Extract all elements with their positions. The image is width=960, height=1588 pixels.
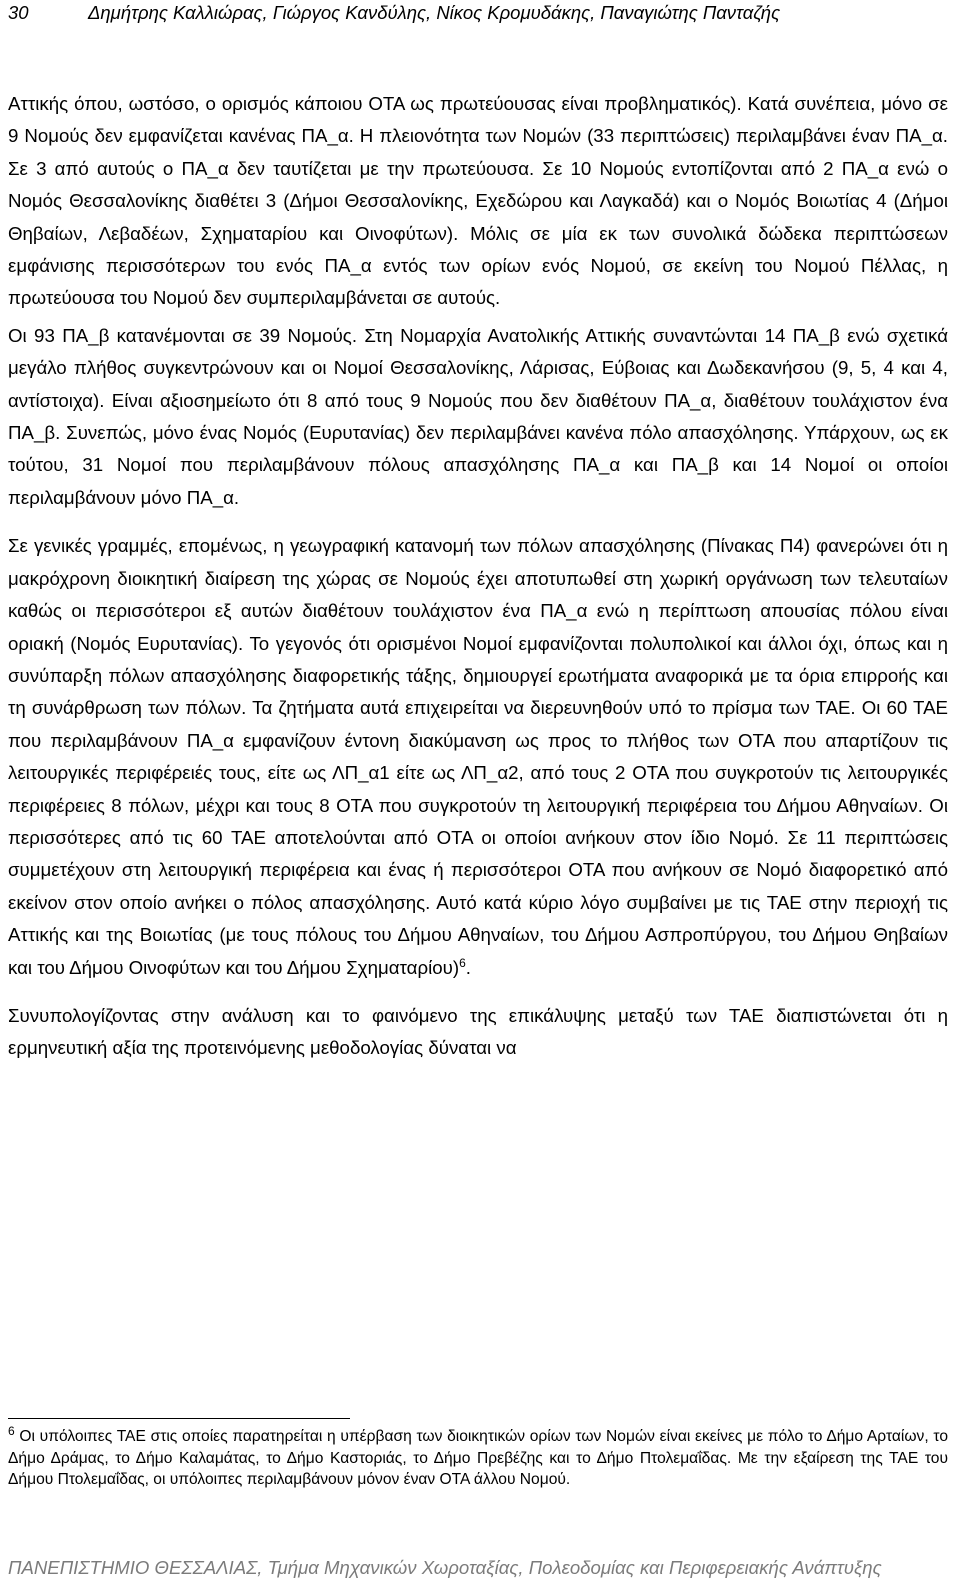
paragraph: Οι 93 ΠΑ_β κατανέμονται σε 39 Νομούς. Στη Νομαρχία Ανατολικής Αττικής συναντώνται 14 ΠΑ_β ενώ σχετικά μεγάλο πλήθος συγκεντρώνουν και οι Νομοί Θεσσαλονίκης, Λάρισας, Εύβοιας και Δωδεκανήσου (9, 5, 4 και 4, αντίστοιχα). Είναι αξιοσημείωτο ότι 8 από τους 9 Νομούς που δεν διαθέτουν ΠΑ_α, διαθέτουν τουλάχιστον ένα ΠΑ_β. Συνεπώς, μόνο ένας Νομός (Ευρυτανίας) δεν περιλαμβάνει κανένα πόλο απασχόλησης. Υπάρχουν, ως εκ τούτου, 31 Νομοί που περιλαμβάνουν πόλους απασχόλησης ΠΑ_α και ΠΑ_β και 14 Νομοί οι οποίοι περιλαμβάνουν μόνο ΠΑ_α. — [8, 324, 948, 508]
paragraph — [8, 530, 948, 984]
footnote — [8, 1423, 948, 1491]
footnote-text: Οι υπόλοιπες ΤΑΕ στις οποίες παρατηρείται η υπέρβαση των διοικητικών ορίων των Νομών είναι εκείνες με πόλο το Δήμο Αρταίων, το Δήμο Δράμας, το Δήμο Καλαμάτας, το Δήμο Καστοριάς, το Δήμο Πρεβέζης και το Δήμο Πτολεμαΐδας. Με την εξαίρεση της ΤΑΕ του Δήμου Πτολεμαΐδας, οι υπόλοιπες περιλαμβάνουν μόνον έναν ΟΤΑ άλλου Νομού. — [8, 1428, 948, 1488]
footnote-divider — [8, 1418, 350, 1419]
paragraph-text: Σε γενικές γραμμές, επομένως, η γεωγραφική κατανομή των πόλων απασχόλησης (Πίνακας Π4) φανερώνει ότι η μακρόχρονη διοικητική διαίρεση της χώρας σε Νομούς έχει αποτυπωθεί στη χωρική οργάνωση των τελευταίων καθώς οι περισσότεροι εξ αυτών διαθέτουν τουλάχιστον ένα ΠΑ_α ενώ η περίπτωση απουσίας πόλου είναι οριακή (Νομός Ευρυτανίας). Το γεγονός ότι ορισμένοι Νομοί εμφανίζονται πολυπολικοί και άλλοι όχι, όπως και η συνύπαρξη πόλων απασχόλησης διαφορετικής τάξης, δημιουργεί ερωτήματα αναφορικά με τα όρια επιρροής και τη συνάρθρωση των πόλων. Τα ζητήματα αυτά επιχειρείται να διερευνηθούν υπό το πρίσμα των ΤΑΕ. Οι 60 ΤΑΕ που περιλαμβάνουν ΠΑ_α εμφανίζουν έντονη διακύμανση ως προς το πλήθος των ΟΤΑ που απαρτίζουν τις λειτουργικές περιφέρειές τους, είτε ως ΛΠ_α1 είτε ως ΛΠ_α2, από τους 2 ΟΤΑ που συγκροτούν τις λειτουργικές περιφέρειες 8 πόλων, μέχρι και τους 8 ΟΤΑ που συγκροτούν τη λειτουργική περιφέρεια του Δήμου Αθηναίων. Οι περισσότερες από τις 60 ΤΑΕ αποτελούνται από ΟΤΑ οι οποίοι ανήκουν στον ίδιο Νομό. Σε 11 περιπτώσεις συμμετέχουν στη λειτουργική περιφέρεια και ένας ή περισσότεροι ΟΤΑ που ανήκουν σε Νομό διαφορετικό από εκείνον στον οποίο ανήκει ο πόλος απασχόλησης. Αυτό κατά κύριο λόγο συμβαίνει με τις ΤΑΕ στην περιοχή τις Αττικής και της Βοιωτίας (με τους πόλους του Δήμου Αθηναίων, του Δήμου Ασπροπύργου, του Δήμου Θηβαίων και του Δήμου Οινοφύτων και του Δήμου Σχηματαρίου) — [8, 535, 948, 978]
footnote-number: 6 — [8, 1423, 15, 1438]
footnote-reference: 6 — [459, 955, 466, 970]
paragraph: Αττικής όπου, ωστόσο, ο ορισμός κάποιου ΟΤΑ ως πρωτεύουσας είναι προβληματικός). Κατά συνέπεια, μόνο σε 9 Νομούς δεν εμφανίζεται κανένας ΠΑ_α. Η πλειονότητα των Νομών (33 περιπτώσεις) περιλαμβάνει έναν ΠΑ_α. Σε 3 από αυτούς ο ΠΑ_α δεν ταυτίζεται με την πρωτεύουσα. Σε 10 Νομούς εντοπίζονται από 2 ΠΑ_α ενώ ο Νομός Θεσσαλονίκης διαθέτει 3 (Δήμοι Θεσσαλονίκης, Εχεδώρου και Λαγκαδά) και ο Νομός Βοιωτίας 4 (Δήμοι Θηβαίων, Λεβαδέων, Σχηματαρίου και Οινοφύτων). Μόλις σε μία εκ των συνολικά δώδεκα περιπτώσεων εμφάνισης περισσότερων του ενός ΠΑ_α εντός των ορίων ενός Νομού, σε εκείνη του Νομού Πέλλας, η πρωτεύουσα του Νομού δεν συμπεριλαμβάνεται σε αυτούς. — [8, 93, 948, 309]
main-text — [8, 88, 948, 1065]
page-number: 30 — [8, 2, 29, 23]
header-authors: Δημήτρης Καλλιώρας, Γιώργος Κανδύλης, Νίκος Κρομυδάκης, Παναγιώτης Πανταζής — [88, 2, 781, 23]
paragraph-end: . — [465, 956, 471, 978]
page-header — [8, 0, 950, 30]
paragraph: Συνυπολογίζοντας στην ανάλυση και το φαινόμενο της επικάλυψης μεταξύ των ΤΑΕ διαπιστώνεται ότι η ερμηνευτική αξία της προτεινόμενης μεθοδολογίας δύναται να — [8, 1004, 948, 1059]
page-footer: ΠΑΝΕΠΙΣΤΗΜΙΟ ΘΕΣΣΑΛΙΑΣ, Τμήμα Μηχανικών Χωροταξίας, Πολεοδομίας και Περιφερειακής Ανάπτυξης — [8, 1557, 882, 1578]
